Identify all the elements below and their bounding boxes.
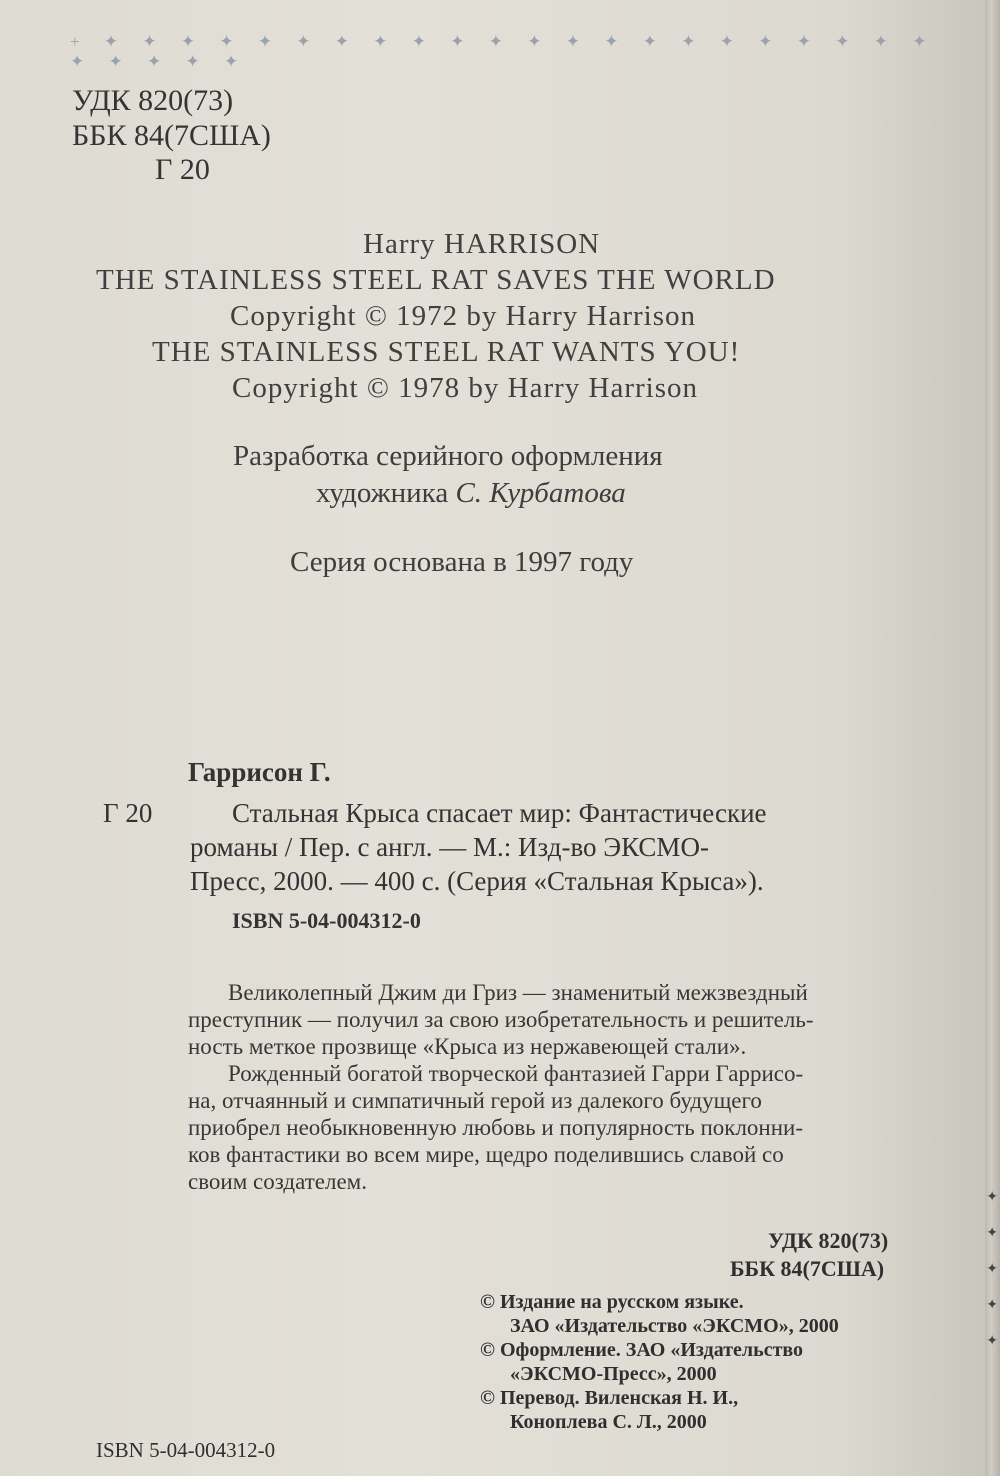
- annotation-line: на, отчаянный и симпатичный герой из далекого будущего: [188, 1088, 762, 1113]
- original-author: Harry HARRISON: [363, 228, 601, 260]
- side-star-icon: ✦ ✦ ✦ ✦ ✦: [986, 1190, 998, 1349]
- original-title-2: THE STAINLESS STEEL RAT WANTS YOU!: [152, 336, 741, 368]
- book-spine-gutter: [985, 0, 1000, 1476]
- copyright-2: Copyright © 1978 by Harry Harrison: [232, 372, 698, 404]
- copyright-1: Copyright © 1972 by Harry Harrison: [230, 300, 696, 332]
- footer-isbn: ISBN 5-04-004312-0: [96, 1438, 276, 1462]
- bibliography-line-1: Стальная Крыса спасает мир: Фантастические: [232, 798, 767, 828]
- decorative-star-border: + ✦ ✦ ✦ ✦ ✦ ✦ ✦ ✦ ✦ ✦ ✦ ✦ ✦ ✦ ✦ ✦ ✦ ✦ ✦ ✦ ✦ ✦ ✦ ✦ ✦ ✦ ✦: [70, 32, 937, 71]
- annotation-line: ность меткое прозвище «Крыса из нержавеющей стали».: [188, 1034, 747, 1059]
- copyright-line: ЗАО «Издательство «ЭКСМО», 2000: [510, 1315, 839, 1337]
- bibliography-isbn: ISBN 5-04-004312-0: [232, 908, 421, 933]
- bibliography-line-2: романы / Пер. с англ. — М.: Изд-во ЭКСМО-: [190, 832, 709, 862]
- original-title-1: THE STAINLESS STEEL RAT SAVES THE WORLD: [96, 264, 776, 296]
- bibliography-code: Г 20: [103, 798, 153, 828]
- annotation-line: преступник — получил за свою изобретательность и решитель-: [188, 1007, 814, 1032]
- bbk-code: ББК 84(7США): [72, 119, 271, 152]
- annotation-line: Рожденный богатой творческой фантазией Гарри Гаррисо-: [228, 1061, 804, 1086]
- udk-code: УДК 820(73): [72, 84, 234, 117]
- copyright-line: Коноплева С. Л., 2000: [510, 1411, 707, 1433]
- annotation-line: приобрел необыкновенную любовь и популярность поклонни-: [188, 1115, 804, 1140]
- designer-name: С. Курбатова: [455, 477, 626, 509]
- copyright-line: «ЭКСМО-Пресс», 2000: [510, 1363, 717, 1385]
- annotation-line: ков фантастики во всем мире, щедро поделившись славой со: [188, 1142, 784, 1167]
- annotation-line: своим создателем.: [188, 1169, 367, 1194]
- author-mark: Г 20: [155, 153, 210, 186]
- design-credit-line-2: [316, 477, 626, 510]
- copyright-line: © Перевод. Виленская Н. И.,: [480, 1387, 739, 1409]
- footer-bbk: ББК 84(7США): [730, 1256, 885, 1281]
- copyright-line: © Издание на русском языке.: [480, 1291, 744, 1313]
- annotation-line: Великолепный Джим ди Гриз — знаменитый межзвездный: [228, 980, 808, 1005]
- design-credit-prefix: художника: [316, 477, 449, 509]
- copyright-line: © Оформление. ЗАО «Издательство: [480, 1339, 804, 1361]
- design-credit-line-1: Разработка серийного оформления: [233, 440, 663, 472]
- series-founded: Серия основана в 1997 году: [290, 546, 634, 578]
- bibliography-author: Гаррисон Г.: [188, 757, 331, 787]
- bibliography-line-3: Пресс, 2000. — 400 с. (Серия «Стальная Крыса»).: [190, 866, 764, 896]
- footer-udk: УДК 820(73): [768, 1228, 889, 1253]
